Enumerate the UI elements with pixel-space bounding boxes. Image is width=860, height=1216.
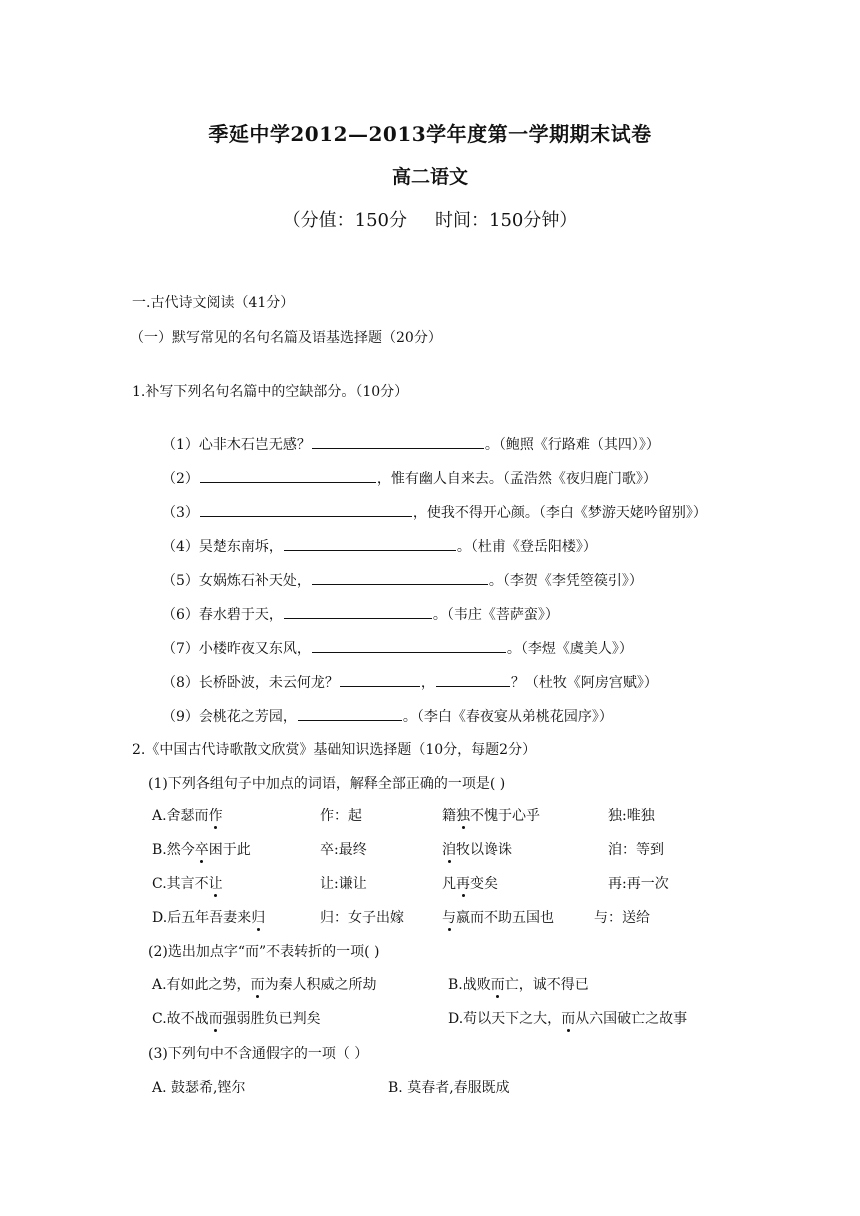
answer-blank[interactable] xyxy=(284,604,432,619)
time-info: 时间：150分钟） xyxy=(435,210,578,231)
exam-meta xyxy=(0,206,860,232)
answer-blank[interactable] xyxy=(200,502,412,517)
fill-item-7: （7）小楼昨夜又东风， 。（李煜《虞美人》） xyxy=(162,638,633,658)
fill-item-3: （3） ，使我不得开心颜。（李白《梦游天姥吟留别》） xyxy=(162,502,707,522)
mcq-1-gloss: 与：送给 xyxy=(594,910,650,926)
mcq-2-option-c[interactable]: C.故不战而强弱胜负已判矣 xyxy=(152,1011,321,1027)
answer-blank[interactable] xyxy=(312,434,484,449)
fill-item-9: （9）会桃花之芳园， 。（李白《春夜宴从弟桃花园序》） xyxy=(162,706,613,726)
mcq-1-sentence: 洎牧以谗诛 xyxy=(442,842,512,858)
mcq-1-option-a[interactable]: A.舍瑟而作 xyxy=(152,808,223,824)
subsection-heading: （一）默写常见的名句名篇及语基选择题（20分） xyxy=(130,330,442,346)
mcq-2-option-a[interactable]: A.有如此之势，而为秦人积威之所劫 xyxy=(152,977,377,993)
fill-item-6: （6）春水碧于天， 。（韦庄《菩萨蛮》） xyxy=(162,604,559,624)
fill-item-2: （2） ，惟有幽人自来去。（孟浩然《夜归鹿门歌》） xyxy=(162,468,657,488)
mcq-3-stem: (3)下列句中不含通假字的一项（ ） xyxy=(148,1046,369,1062)
question-1-prompt: 1.补写下列名句名篇中的空缺部分。（10分） xyxy=(132,384,409,400)
answer-blank[interactable] xyxy=(312,638,506,653)
section-heading: 一.古代诗文阅读（41分） xyxy=(132,295,295,311)
mcq-1-option-b[interactable]: B.然今卒困于此 xyxy=(152,842,251,858)
exam-subject: 高二语文 xyxy=(391,166,468,188)
answer-blank[interactable] xyxy=(340,672,420,687)
fill-item-8: （8）长桥卧波，未云何龙？ ， ？（杜牧《阿房宫赋》） xyxy=(162,672,658,692)
mcq-1-sentence: 籍独不愧于心乎 xyxy=(442,808,540,824)
answer-blank[interactable] xyxy=(312,570,488,585)
answer-blank[interactable] xyxy=(436,672,510,687)
mcq-1-gloss: 洎：等到 xyxy=(608,842,664,858)
mcq-1-gloss: 再:再一次 xyxy=(608,876,669,892)
fill-item-4: （4）吴楚东南坼， 。（杜甫《登岳阳楼》） xyxy=(162,536,597,556)
mcq-1-option-d[interactable]: D.后五年吾妻来归 xyxy=(152,910,266,926)
mcq-2-stem: (2)选出加点字“而”不表转折的一项( ) xyxy=(148,944,380,960)
mcq-2-option-d[interactable]: D.苟以天下之大，而从六国破亡之故事 xyxy=(448,1011,688,1027)
fill-item-1: （1）心非木石岂无感？ 。（鲍照《行路难（其四）》） xyxy=(162,434,660,454)
mcq-1-sentence: 凡再变矣 xyxy=(442,876,498,892)
fill-item-5: （5）女娲炼石补天处， 。（李贺《李凭箜篌引》） xyxy=(162,570,643,590)
mcq-1-gloss: 独:唯独 xyxy=(608,808,655,824)
mcq-1-sentence: 与嬴而不助五国也 xyxy=(442,910,554,926)
answer-blank[interactable] xyxy=(200,468,376,483)
answer-blank[interactable] xyxy=(298,706,402,721)
mcq-1-gloss: 作：起 xyxy=(320,808,362,824)
mcq-2-option-b[interactable]: B.战败而亡，诚不得已 xyxy=(448,977,589,993)
mcq-1-gloss: 卒:最终 xyxy=(320,842,367,858)
mcq-1-option-c[interactable]: C.其言不让 xyxy=(152,876,223,892)
mcq-1-gloss: 归：女子出嫁 xyxy=(320,910,404,926)
mcq-3-option-a[interactable]: A. 鼓瑟希,铿尔 xyxy=(152,1080,246,1096)
answer-blank[interactable] xyxy=(284,536,456,551)
score-info: （分值：150分 xyxy=(282,210,407,231)
mcq-1-gloss: 让:谦让 xyxy=(320,876,367,892)
mcq-3-option-b[interactable]: B. 莫春者,春服既成 xyxy=(388,1080,510,1096)
exam-title: 季延中学2012—2013学年度第一学期期末试卷 xyxy=(208,122,652,146)
mcq-1-stem: (1)下列各组句子中加点的词语，解释全部正确的一项是( ) xyxy=(148,776,506,792)
question-2-prompt: 2.《中国古代诗歌散文欣赏》基础知识选择题（10分，每题2分） xyxy=(132,742,537,758)
